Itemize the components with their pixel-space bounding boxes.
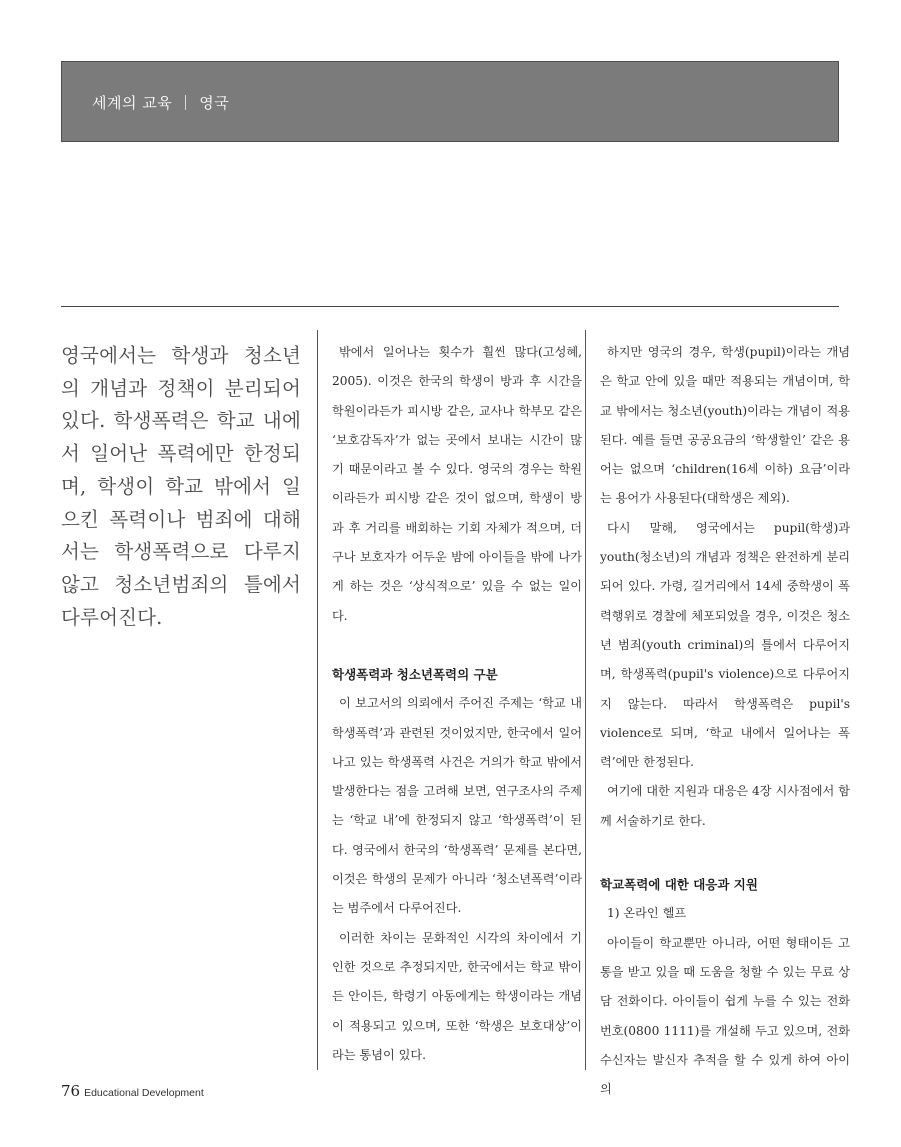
paragraph: 하지만 영국의 경우, 학생(pupil)이라는 개념은 학교 안에 있을 때만 적용되는 개념이며, 학교 밖에서는 청소년(youth)이라는 개념이 적용된다. 예를 들면 공공요금의 ‘학생할인’ 같은 용어는 없으며 ‘children(16세 이하) 요금’이라는 용어가 사용된다(대학생은 제외). <box>600 345 850 506</box>
section-label: 세계의 교육 <box>92 94 173 112</box>
column-divider-1 <box>317 330 318 1070</box>
subheading: 1) 온라인 헬프 <box>607 906 687 921</box>
article-column-1 <box>332 338 582 1070</box>
lead-paragraph: 영국에서는 학생과 청소년의 개념과 정책이 분리되어 있다. 학생폭력은 학교 내에서 일어난 폭력에만 한정되며, 학생이 학교 밖에서 일으킨 폭력이나 범죄에 대해서는 학생폭력으로 다루지 않고 청소년범죄의 틀에서 다루어진다. <box>61 344 301 629</box>
paragraph: 아이들이 학교뿐만 아니라, 어떤 형태이든 고통을 받고 있을 때 도움을 청할 수 있는 무료 상담 전화이다. 아이들이 쉽게 누를 수 있는 전화번호(0800 1111)를 개설해 두고 있으며, 전화 수신자는 발신자 추적을 할 수 있게 하여 아이의 <box>600 935 850 1097</box>
article-column-2 <box>600 338 850 1104</box>
section-heading: 학생폭력과 청소년폭력의 구분 <box>332 666 498 682</box>
paragraph: 이러한 차이는 문화적인 시각의 차이에서 기인한 것으로 추정되지만, 한국에서는 학교 밖이든 안이든, 학령기 아동에게는 학생이라는 개념이 적용되고 있으며, 또한 ‘학생은 보호대상’이라는 통념이 있다. <box>332 930 582 1062</box>
banner-title <box>92 92 229 113</box>
publication-name: Educational Development <box>84 1087 204 1099</box>
paragraph: 이 보고서의 의뢰에서 주어진 주제는 ‘학교 내 학생폭력’과 관련된 것이었지만, 한국에서 일어나고 있는 학생폭력 사건은 거의가 학교 밖에서 발생한다는 점을 고려해 보면, 연구조사의 주제는 ‘학교 내’에 한정되지 않고 ‘학생폭력’이 된다. 영국에서 한국의 ‘학생폭력’ 문제를 본다면, 이것은 학생의 문제가 아니라 ‘청소년폭력’이라는 범주에서 다루어진다. <box>332 696 582 916</box>
section-heading: 학교폭력에 대한 대응과 지원 <box>600 877 758 893</box>
page-number: 76 <box>61 1082 81 1100</box>
spacer <box>332 631 582 660</box>
page-footer <box>61 1081 204 1100</box>
paragraph: 다시 말해, 영국에서는 pupil(학생)과 youth(청소년)의 개념과 정책은 완전하게 분리되어 있다. 가령, 길거리에서 14세 중학생이 폭력행위로 경찰에 체포되었을 경우, 이것은 청소년 범죄(youth criminal)의 틀에서 다루어지며, 학생폭력(pupil's violence)으로 다루어지지 않는다. 따라서 학생폭력은 pupil's violence로 되며, ‘학교 내에서 일어나는 폭력’에만 한정된다. <box>600 520 850 770</box>
spacer <box>600 836 850 870</box>
section-banner <box>61 61 839 142</box>
horizontal-rule <box>61 306 839 307</box>
country-label: 영국 <box>199 94 230 112</box>
banner-divider <box>185 95 186 110</box>
paragraph: 밖에서 일어나는 횟수가 훨씬 많다(고성혜, 2005). 이것은 한국의 학생이 방과 후 시간을 학원이라든가 피시방 같은, 교사나 학부모 같은 ‘보호감독자’가 없는 곳에서 보내는 시간이 많기 때문이라고 볼 수 있다. 영국의 경우는 학원이라든가 피시방 같은 것이 없으며, 학생이 방과 후 거리를 배회하는 기회 자체가 적으며, 더구나 보호자가 어두운 밤에 아이들을 밖에 나가게 하는 것은 ‘상식적으로’ 있을 수 없는 일이다. <box>332 345 582 623</box>
column-divider-2 <box>585 330 586 1070</box>
paragraph: 여기에 대한 지원과 대응은 4장 시사점에서 함께 서술하기로 한다. <box>600 784 850 828</box>
